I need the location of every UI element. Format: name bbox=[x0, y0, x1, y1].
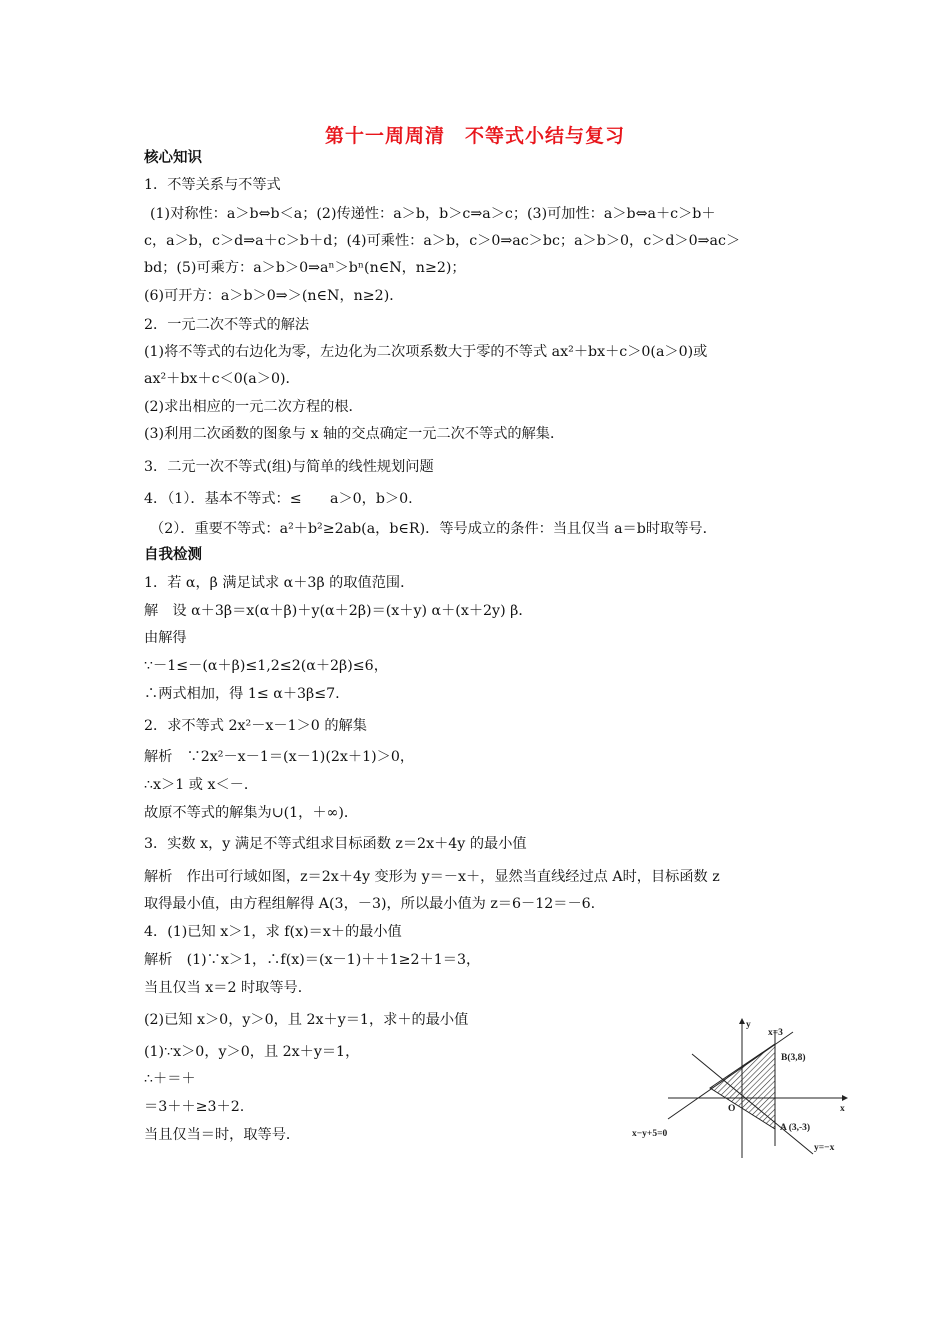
text-line: 解析 (1)∵x＞1，∴f(x)＝(x－1)＋＋1≥2＋1＝3， bbox=[144, 952, 481, 968]
text-line: 2．求不等式 2x²－x－1＞0 的解集 bbox=[144, 718, 367, 734]
text-line: (2)求出相应的一元二次方程的根． bbox=[144, 399, 363, 415]
text-line: ∴x＞1 或 x＜－． bbox=[144, 777, 259, 793]
text-line: c，a＞b，c＞d⇒a＋c＞b＋d；(4)可乘性：a＞b，c＞0⇒ac＞bc；a＞b＞0，c＞d＞0⇒ac＞ bbox=[144, 233, 741, 249]
text-line: 由解得 bbox=[144, 630, 187, 646]
text-line: 解析 作出可行域如图，z＝2x＋4y 变形为 y＝－x＋，显然当直线经过点 A时，目标函数 z bbox=[144, 869, 720, 885]
text-line: 故原不等式的解集为∪(1，＋∞)． bbox=[144, 805, 359, 821]
text-line: 4．(1)已知 x＞1，求 f(x)＝x＋的最小值 bbox=[144, 924, 402, 940]
text-line: (2)已知 x＞0，y＞0，且 2x＋y＝1，求＋的最小值 bbox=[144, 1012, 469, 1028]
x-axis-label: x bbox=[840, 1104, 845, 1114]
line-y-eq-neg-x-label: y=−x bbox=[814, 1143, 835, 1153]
text-line: 4．（1）．基本不等式：≤ a＞0，b＞0. bbox=[144, 491, 413, 507]
text-line: 当且仅当＝时，取等号． bbox=[144, 1127, 301, 1143]
line-x-eq-3-label: x=3 bbox=[768, 1028, 783, 1038]
line-x-minus-y-plus-5-label: x−y+5=0 bbox=[632, 1129, 668, 1139]
text-line: 1．若 α，β 满足试求 α＋3β 的取值范围． bbox=[144, 575, 415, 591]
text-line: ∴两式相加，得 1≤ α＋3β≤7. bbox=[144, 686, 340, 702]
text-line: (3)利用二次函数的图象与 x 轴的交点确定一元二次不等式的解集． bbox=[144, 426, 565, 442]
feasible-region-figure bbox=[628, 1018, 848, 1158]
text-line: ∴＋＝＋ bbox=[144, 1071, 196, 1087]
x-axis-arrow-icon bbox=[842, 1095, 848, 1101]
text-line: ＝3＋＋≥3＋2. bbox=[144, 1099, 245, 1115]
page-title: 第十一周周清 不等式小结与复习 bbox=[324, 125, 625, 147]
text-line: (1)将不等式的右边化为零，左边化为二次项系数大于零的不等式 ax²＋bx＋c＞0(a＞0)或 bbox=[144, 344, 708, 360]
text-line: 当且仅当 x＝2 时取等号． bbox=[144, 980, 312, 996]
text-line: 3．实数 x，y 满足不等式组求目标函数 z＝2x＋4y 的最小值 bbox=[144, 836, 527, 852]
point-a-label: A (3,-3) bbox=[780, 1123, 811, 1133]
text-line: （2）．重要不等式：a²＋b²≥2ab(a，b∈R)．等号成立的条件：当且仅当 a＝b时取等号． bbox=[150, 521, 717, 537]
text-line: bd；(5)可乘方：a＞b＞0⇒aⁿ＞bⁿ(n∈N，n≥2)； bbox=[144, 260, 466, 276]
text-line: ∵－1≤－(α＋β)≤1,2≤2(α＋2β)≤6， bbox=[144, 658, 388, 674]
y-axis-arrow-icon bbox=[739, 1018, 745, 1024]
text-line: 1．不等关系与不等式 bbox=[144, 177, 281, 193]
section-heading-core-knowledge: 核心知识 bbox=[144, 150, 202, 166]
text-line: 解 设 α＋3β＝x(α＋β)＋y(α＋2β)＝(x＋y) α＋(x＋2y) β． bbox=[144, 603, 533, 619]
origin-label: O bbox=[728, 1104, 736, 1114]
point-b-label: B(3,8) bbox=[781, 1053, 806, 1063]
text-line: 取得最小值，由方程组解得 A(3，－3)，所以最小值为 z＝6－12＝－6. bbox=[144, 896, 596, 912]
y-axis-label: y bbox=[746, 1020, 751, 1030]
text-line: 2．一元二次不等式的解法 bbox=[144, 317, 310, 333]
text-line: (1)∵x＞0，y＞0，且 2x＋y＝1， bbox=[144, 1044, 360, 1060]
section-heading-self-test: 自我检测 bbox=[144, 547, 202, 563]
text-line: (1)对称性：a＞b⇔b＜a；(2)传递性：a＞b，b＞c⇒a＞c；(3)可加性：a＞b⇔a＋c＞b＋ bbox=[150, 206, 716, 222]
text-line: 3．二元一次不等式(组)与简单的线性规划问题 bbox=[144, 459, 434, 475]
text-line: 解析 ∵2x²－x－1＝(x－1)(2x＋1)＞0， bbox=[144, 749, 415, 765]
text-line: ax²＋bx＋c＜0(a＞0)． bbox=[144, 371, 300, 387]
text-line: (6)可开方：a＞b＞0⇒＞(n∈N，n≥2)． bbox=[144, 288, 404, 304]
